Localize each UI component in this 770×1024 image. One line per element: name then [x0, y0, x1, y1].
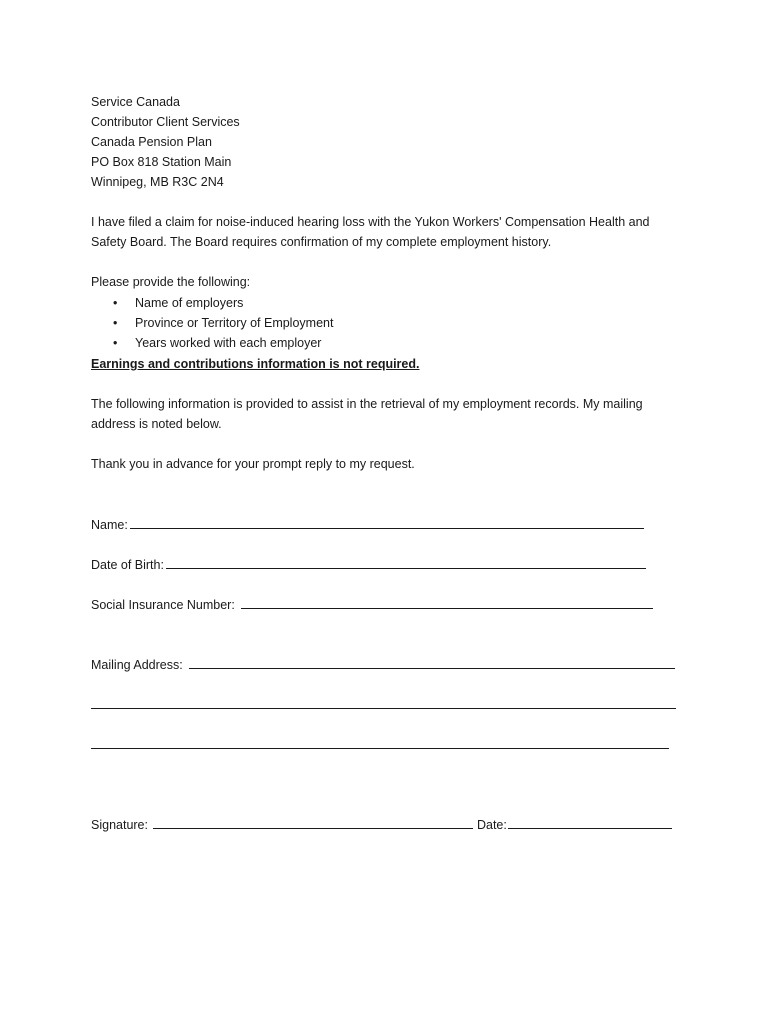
dob-label: Date of Birth:	[91, 558, 164, 572]
dob-blank[interactable]	[166, 554, 646, 569]
mailing-address-line-2[interactable]	[91, 694, 676, 709]
name-blank[interactable]	[130, 514, 644, 529]
name-field[interactable]	[91, 514, 644, 535]
list-item	[113, 333, 321, 353]
list-item	[113, 313, 333, 333]
address-line-5: Winnipeg, MB R3C 2N4	[91, 175, 224, 189]
address-line-3: Canada Pension Plan	[91, 135, 212, 149]
address-line-2: Contributor Client Services	[91, 115, 240, 129]
mailing-address-blank-1[interactable]	[189, 654, 675, 669]
bullet-icon: •	[113, 336, 118, 350]
date-blank[interactable]	[508, 814, 672, 829]
paragraph-1-line-1: I have filed a claim for noise-induced hearing loss with the Yukon Workers' Compensation Health and	[91, 215, 650, 229]
paragraph-1-line-2: Safety Board. The Board requires confirmation of my complete employment history.	[91, 235, 552, 249]
signature-blank[interactable]	[153, 814, 473, 829]
notice-text: Earnings and contributions information is not required.	[91, 357, 420, 371]
paragraph-2-line-1: The following information is provided to assist in the retrieval of my employment records. My mailing	[91, 397, 643, 411]
mailing-address-blank-2[interactable]	[91, 694, 676, 709]
thanks-text: Thank you in advance for your prompt reply to my request.	[91, 457, 415, 471]
bullet-text: Province or Territory of Employment	[135, 316, 334, 330]
bullet-icon: •	[113, 296, 118, 310]
name-label: Name:	[91, 518, 128, 532]
mailing-address-label: Mailing Address:	[91, 658, 183, 672]
address-line-4: PO Box 818 Station Main	[91, 155, 232, 169]
request-intro: Please provide the following:	[91, 275, 251, 289]
mailing-address-line-3[interactable]	[91, 734, 669, 749]
date-label: Date:	[476, 818, 507, 832]
sin-blank[interactable]	[241, 594, 653, 609]
signature-label: Signature:	[91, 818, 148, 832]
dob-field[interactable]	[91, 554, 646, 575]
address-line-1: Service Canada	[91, 95, 180, 109]
mailing-address-field[interactable]	[91, 654, 675, 675]
list-item	[113, 293, 243, 313]
bullet-icon: •	[113, 316, 118, 330]
sin-label: Social Insurance Number:	[91, 598, 235, 612]
sin-field[interactable]	[91, 594, 653, 615]
mailing-address-blank-3[interactable]	[91, 734, 669, 749]
signature-field[interactable]	[91, 814, 672, 835]
bullet-text: Name of employers	[135, 296, 244, 310]
bullet-text: Years worked with each employer	[135, 336, 322, 350]
paragraph-2-line-2: address is noted below.	[91, 417, 222, 431]
